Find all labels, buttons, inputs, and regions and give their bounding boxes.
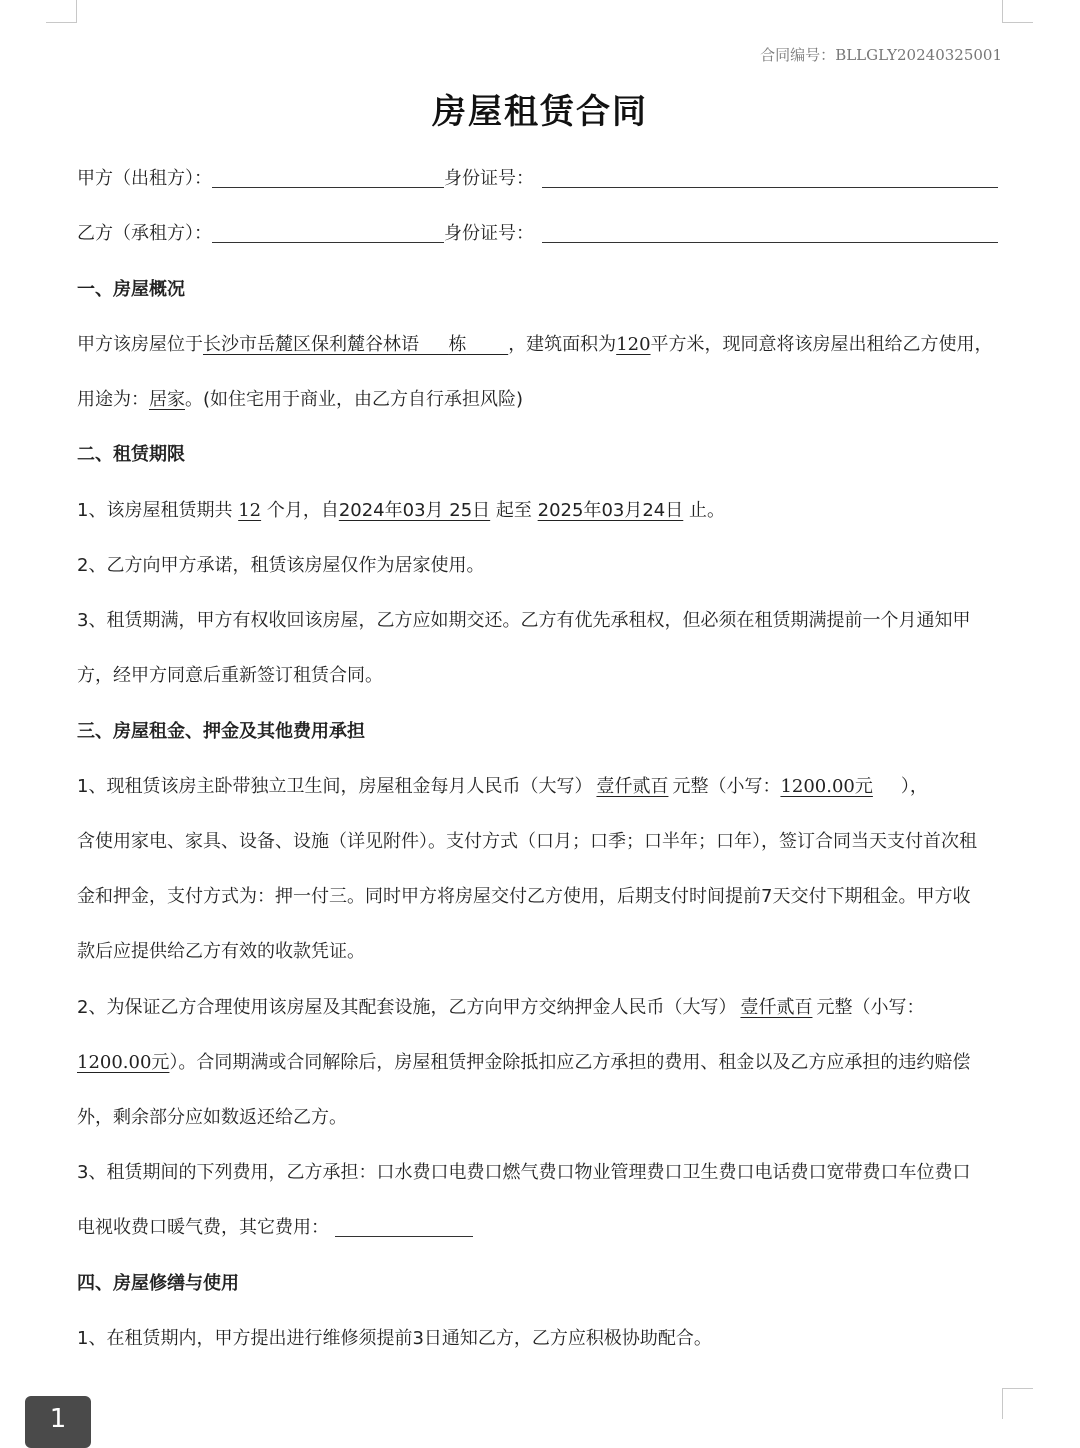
deposit-amount-upper: 壹仟贰百: [740, 997, 813, 1018]
text: 止。: [689, 500, 725, 521]
section-3-item-3-line-2: [77, 1214, 1003, 1242]
address-gap: [419, 334, 448, 355]
section-3-item-1-line-1: [77, 773, 1003, 801]
text: 。(如住宅用于商业，由乙方自行承担风险): [185, 389, 524, 410]
contract-number-label: 合同编号：: [760, 46, 836, 64]
other-fees-field[interactable]: [335, 1218, 473, 1237]
party-a-id-field[interactable]: [542, 169, 998, 188]
text: 元整（小写：: [672, 776, 781, 797]
document-title: 房屋租赁合同: [432, 92, 648, 132]
section-1-heading: 一、房屋概况: [77, 279, 185, 300]
contract-number-value: BLLGLY20240325001: [835, 46, 1002, 64]
property-address: [203, 334, 508, 355]
party-b-id-label: 身份证号：: [444, 223, 534, 244]
contract-number: [760, 44, 1002, 65]
section-3-item-2-line-3: 外，剩余部分应如数返还给乙方。: [77, 1107, 347, 1128]
lease-months: 12: [238, 500, 262, 521]
party-a-name-field[interactable]: [212, 169, 444, 188]
section-4-item-1: 1、在租赁期内，甲方提出进行维修须提前3日通知乙方，乙方应积极协助配合。: [77, 1328, 712, 1349]
text: 用途为：: [77, 389, 149, 410]
page-corner-mark-top-left: [46, 0, 77, 23]
text: 2、为保证乙方合理使用该房屋及其配套设施，乙方向甲方交纳押金人民币（大写）: [77, 997, 737, 1018]
section-4-heading: 四、房屋修缮与使用: [77, 1273, 239, 1294]
page-number-badge[interactable]: 1: [25, 1396, 91, 1448]
party-b-label: 乙方（承租方）：: [77, 223, 212, 244]
rent-amount-lower: 1200.00元: [780, 776, 873, 797]
text: 起至: [495, 500, 532, 521]
floor-area: 120: [616, 334, 651, 355]
page-corner-mark-top-right: [1002, 0, 1033, 23]
address-text: 长沙市岳麓区保利麓谷林语: [203, 334, 419, 355]
section-3-item-3-line-1: 3、租赁期间的下列费用，乙方承担：口水费口电费口燃气费口物业管理费口卫生费口电话费口宽带费口车位费口: [77, 1162, 971, 1183]
section-3-item-1-line-2: 含使用家电、家具、设备、设施（详见附件）。支付方式（口月；口季；口半年；口年），签订合同当天支付首次租: [77, 831, 977, 852]
text: ，建筑面积为: [508, 334, 617, 355]
text: 1、现租赁该房主卧带独立卫生间，房屋租金每月人民币（大写）: [77, 776, 593, 797]
building-gap: [466, 334, 508, 355]
section-3-item-1-line-4: 款后应提供给乙方有效的收款凭证。: [77, 941, 365, 962]
text: ）。合同期满或合同解除后，房屋租赁押金除抵扣应乙方承担的费用、租金以及乙方应承担的违约赔偿: [169, 1052, 971, 1073]
section-2-item-3-line-1: 3、租赁期满，甲方有权收回该房屋，乙方应如期交还。乙方有优先承租权，但必须在租赁期满提前一个月通知甲: [77, 610, 971, 631]
lease-start-date: 2024年03月 25日: [338, 500, 491, 521]
section-2-item-2: 2、乙方向甲方承诺，租赁该房屋仅作为居家使用。: [77, 555, 485, 576]
party-a-id-label: 身份证号：: [444, 168, 534, 189]
text: ），: [900, 776, 928, 797]
section-3-item-1-line-3: 金和押金，支付方式为：押一付三。同时甲方将房屋交付乙方使用，后期支付时间提前7天交付下期租金。甲方收: [77, 886, 971, 907]
section-3-item-2-line-2: [77, 1049, 1003, 1077]
text: 个月，自: [266, 500, 339, 521]
text: 平方米，现同意将该房屋出租给乙方使用，: [650, 334, 993, 355]
party-b-row: [77, 220, 1003, 248]
lease-end-date: 2025年03月24日: [537, 500, 684, 521]
text: 元整（小写：: [816, 997, 925, 1018]
rent-amount-upper: 壹仟贰百: [596, 776, 669, 797]
section-3-heading: 三、房屋租金、押金及其他费用承担: [77, 721, 365, 742]
page-corner-mark-bottom-right: [1002, 1388, 1033, 1419]
section-2-heading: 二、租赁期限: [77, 444, 185, 465]
party-b-id-field[interactable]: [542, 224, 998, 243]
usage-purpose: 居家: [149, 389, 185, 410]
text: 甲方该房屋位于: [77, 334, 203, 355]
section-2-item-3-line-2: 方，经甲方同意后重新签订租赁合同。: [77, 665, 383, 686]
section-1-line-2: [77, 386, 1003, 414]
text: 电视收费口暖气费，其它费用：: [77, 1217, 329, 1238]
deposit-amount-lower: 1200.00元: [77, 1052, 170, 1073]
building-text: 栋: [448, 334, 467, 355]
section-3-item-2-line-1: [77, 994, 1003, 1022]
section-1-line-1: [77, 331, 1003, 359]
party-a-label: 甲方（出租方）：: [77, 168, 212, 189]
party-a-row: [77, 165, 1003, 193]
party-b-name-field[interactable]: [212, 224, 444, 243]
section-2-item-1: [77, 497, 1003, 525]
text: 1、该房屋租赁期共: [77, 500, 233, 521]
